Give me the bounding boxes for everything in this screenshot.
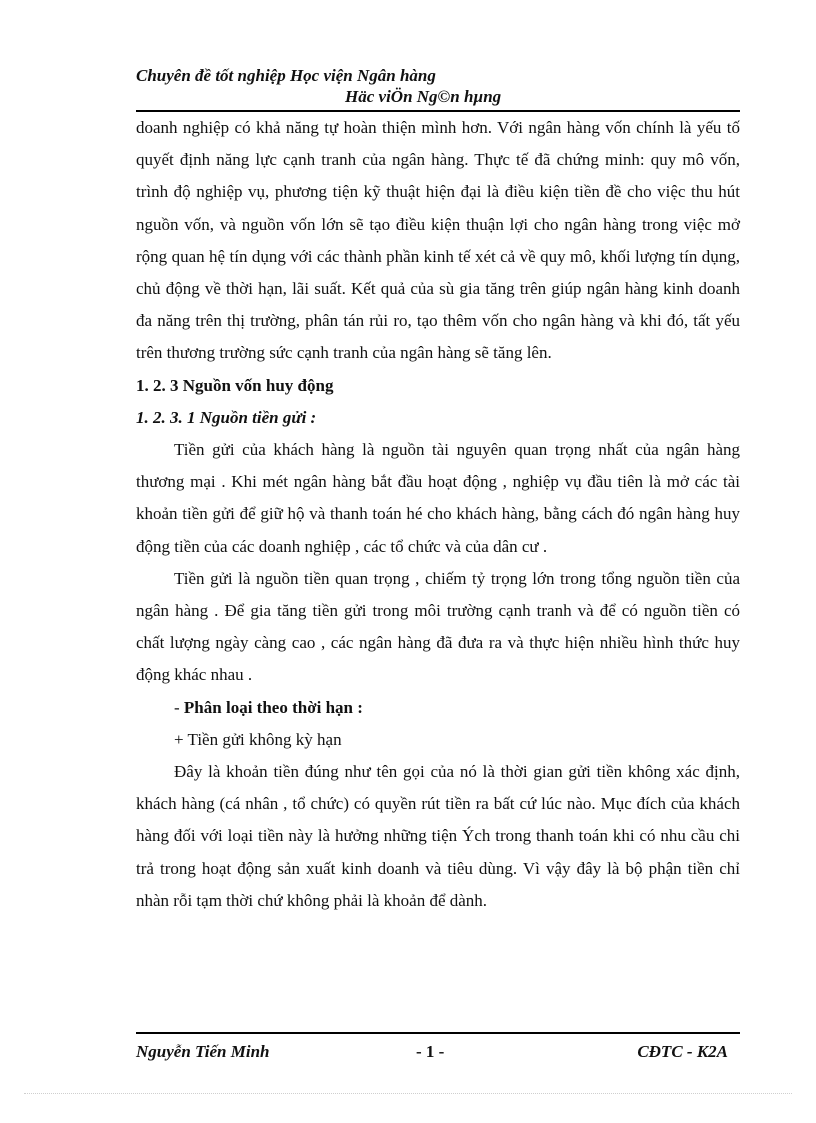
subsection-heading: 1. 2. 3. 1 Nguồn tiền gửi : xyxy=(136,407,317,427)
page-header xyxy=(136,66,740,112)
paragraph-2: Tiền gửi của khách hàng là nguồn tài nguyên quan trọng nhất của ngân hàng thương mại . Khi mét ngân hàng bắt đầu hoạt động , nghiệp vụ đầu tiên là mở các tài khoản tiền gửi để giữ hộ và thanh toán hé cho khách hàng, bằng cách đó ngân hàng huy động tiền của các doanh nghiệp , các tổ chức và của dân cư . xyxy=(136,440,740,556)
list-item-demand-deposit: + Tiền gửi không kỳ hạn xyxy=(174,729,342,749)
page-footer xyxy=(136,1032,740,1062)
footer-page-number: - 1 - xyxy=(416,1042,445,1061)
list-item-classification xyxy=(136,692,740,724)
footer-class: CĐTC - K2A xyxy=(637,1042,728,1061)
paragraph-4: Đây là khoản tiền đúng như tên gọi của nó là thời gian gửi tiền không xác định, khách hàng (cá nhân , tổ chức) có quyền rút tiền ra bất cứ lúc nào. Mục đích của khách hàng đối với loại tiền này là hưởng những tiện Ých trong thanh toán khi có nhu cầu chi trả trong hoạt động sản xuất kinh doanh và tiêu dùng. Vì vậy đây là bộ phận tiền chỉ nhàn rỗi tạm thời chứ không phải là khoản để dành. xyxy=(136,762,740,910)
header-title: Chuyên đề tốt nghiệp Học viện Ngân hàng xyxy=(136,66,436,85)
header-subtitle: Häc viÖn Ng©n hµng xyxy=(345,87,502,106)
section-heading: 1. 2. 3 Nguồn vốn huy động xyxy=(136,375,334,395)
page-body xyxy=(136,112,740,917)
page-bottom-divider xyxy=(24,1093,792,1094)
paragraph-1: doanh nghiệp có khả năng tự hoàn thiện mình hơn. Với ngân hàng vốn chính là yếu tố quyết định năng lực cạnh tranh của ngân hàng. Thực tế đã chứng minh: quy mô vốn, trình độ nghiệp vụ, phương tiện kỹ thuật hiện đại là điều kiện tiền đề cho việc thu hút nguồn vốn, và nguồn vốn lớn sẽ tạo điều kiện thuận lợi cho ngân hàng trong việc mở rộng quan hệ tín dụng với các thành phần kinh tế xét cả về quy mô, khối lượng tín dụng, chủ động về thời hạn, lãi suất. Kết quả của sù gia tăng trên giúp ngân hàng kinh doanh đa năng trên thị trường, phân tán rủi ro, tạo thêm vốn cho ngân hàng và khi đó, tất yếu trên thương trường sức cạnh tranh của ngân hàng sẽ tăng lên. xyxy=(136,118,740,363)
list-item-classification-label: Phân loại theo thời hạn : xyxy=(183,697,363,717)
footer-author: Nguyễn Tiến Minh xyxy=(136,1042,270,1061)
list-dash: - xyxy=(174,697,184,717)
paragraph-3: Tiền gửi là nguồn tiền quan trọng , chiếm tỷ trọng lớn trong tổng nguồn tiền của ngân hàng . Để gia tăng tiền gửi trong môi trường cạnh tranh và để có nguồn tiền có chất lượng ngày càng cao , các ngân hàng đã đưa ra và thực hiện nhiều hình thức huy động khác nhau . xyxy=(136,568,740,685)
